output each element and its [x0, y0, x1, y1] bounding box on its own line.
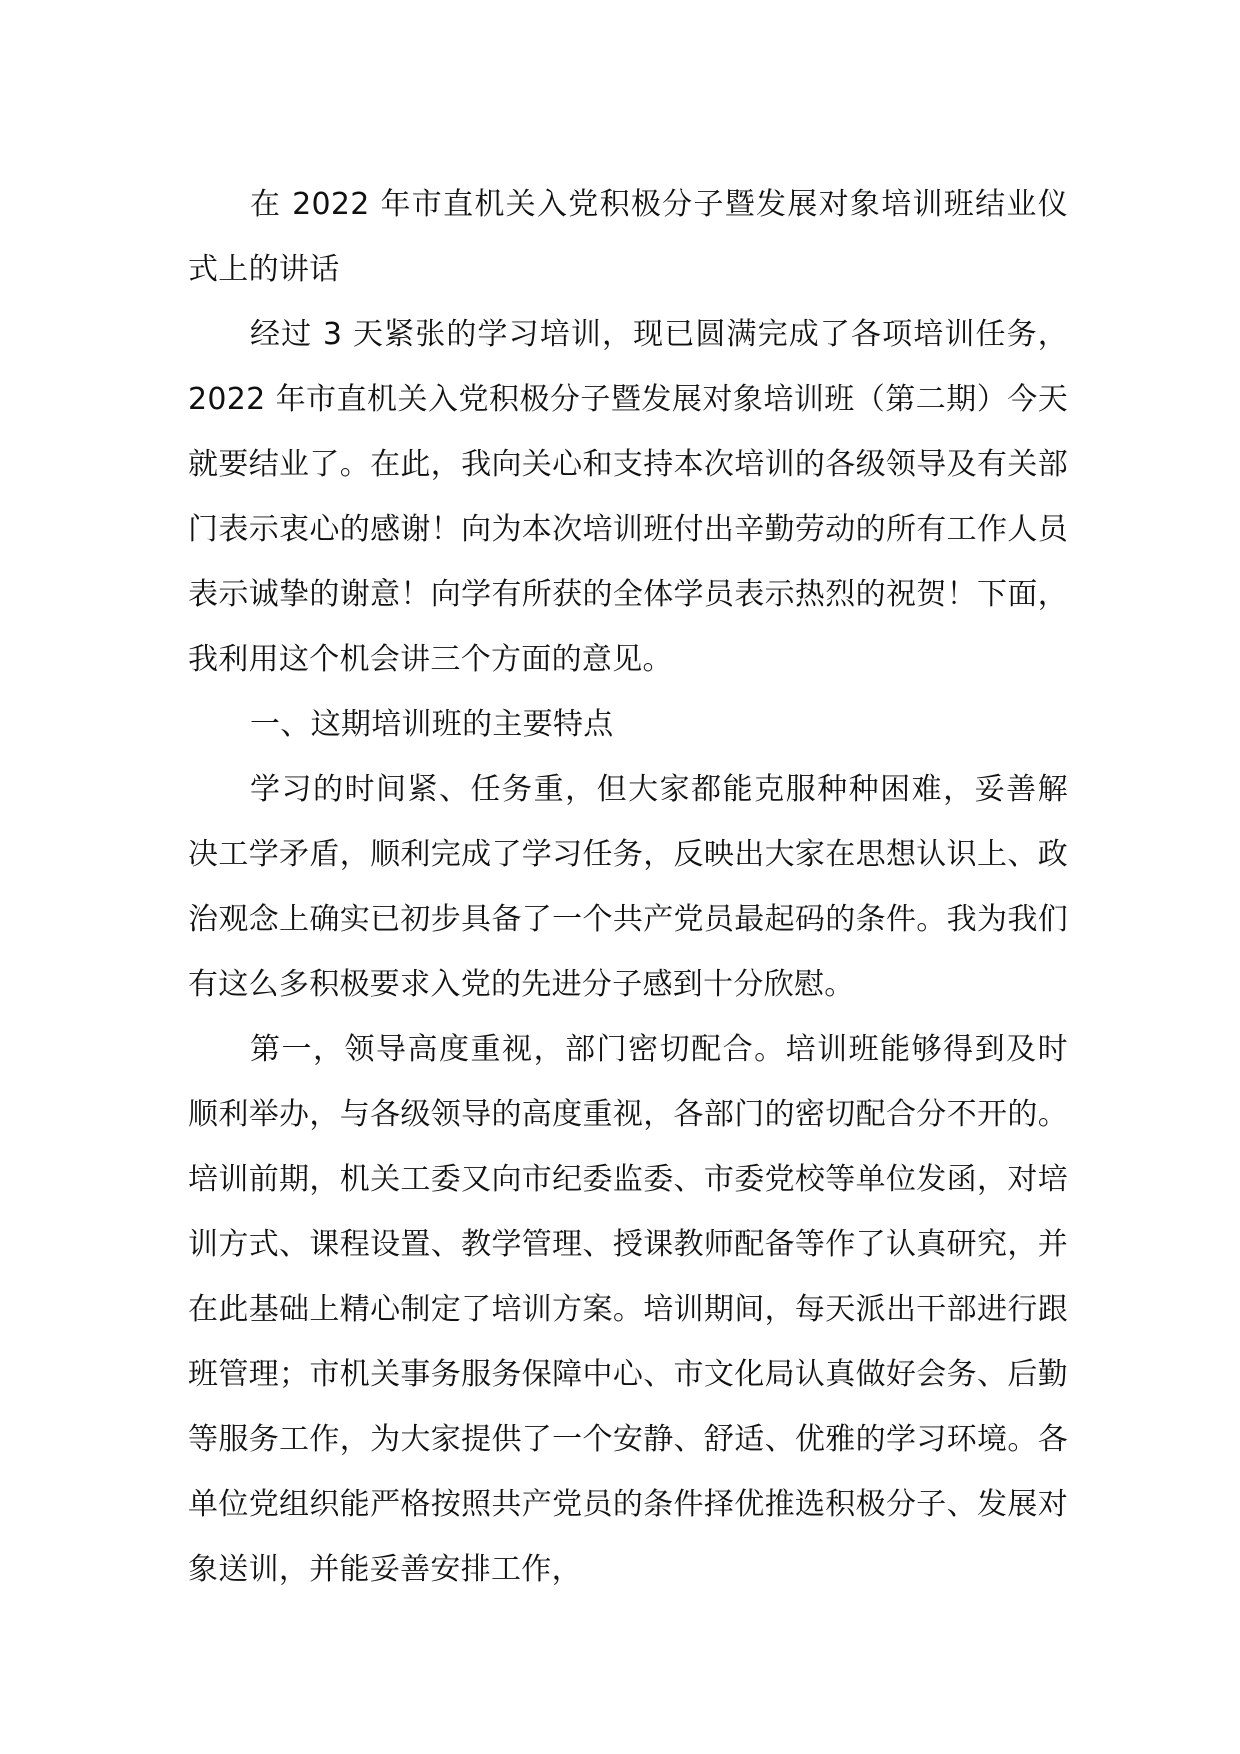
document-body	[188, 172, 1068, 1602]
paragraph-intro: 经过 3 天紧张的学习培训，现已圆满完成了各项培训任务，2022 年市直机关入党积极分子暨发展对象培训班（第二期）今天就要结业了。在此，我向关心和支持本次培训的各级领导及有关部门表示衷心的感谢！向为本次培训班付出辛勤劳动的所有工作人员表示诚挚的谢意！向学有所获的全体学员表示热烈的祝贺！下面，我利用这个机会讲三个方面的意见。	[188, 317, 1068, 677]
paragraph-summary: 学习的时间紧、任务重，但大家都能克服种种困难，妥善解决工学矛盾，顺利完成了学习任务，反映出大家在思想认识上、政治观念上确实已初步具备了一个共产党员最起码的条件。我为我们有这么多积极要求入党的先进分子感到十分欣慰。	[188, 772, 1068, 1002]
section-heading-1: 一、这期培训班的主要特点	[250, 707, 614, 742]
paragraph-point-1: 第一，领导高度重视，部门密切配合。培训班能够得到及时顺利举办，与各级领导的高度重视，各部门的密切配合分不开的。培训前期，机关工委又向市纪委监委、市委党校等单位发函，对培训方式、课程设置、教学管理、授课教师配备等作了认真研究，并在此基础上精心制定了培训方案。培训期间，每天派出干部进行跟班管理；市机关事务服务保障中心、市文化局认真做好会务、后勤等服务工作，为大家提供了一个安静、舒适、优雅的学习环境。各单位党组织能严格按照共产党员的条件择优推选积极分子、发展对象送训，并能妥善安排工作，	[188, 1032, 1068, 1587]
document-title: 在 2022 年市直机关入党积极分子暨发展对象培训班结业仪式上的讲话	[188, 187, 1068, 287]
